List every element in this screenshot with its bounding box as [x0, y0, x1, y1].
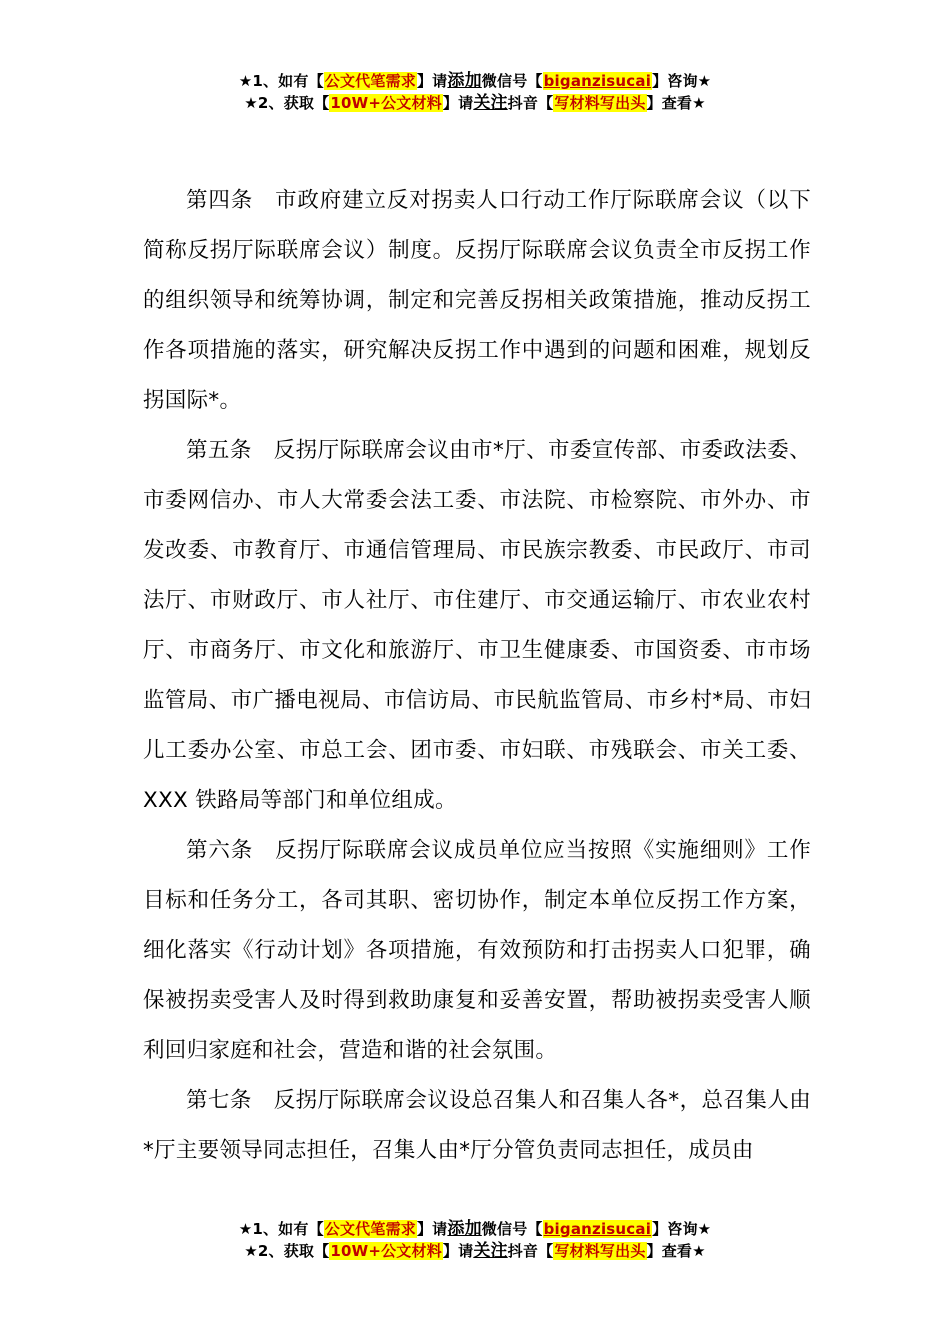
article-4	[143, 176, 811, 426]
bottom-banner	[0, 1218, 950, 1262]
article-5	[143, 426, 811, 826]
highlight-materials: 10W+公文材料	[330, 1242, 442, 1260]
article-label: 第五条	[186, 438, 252, 463]
highlight-douyin: 写材料写出头	[554, 1242, 646, 1260]
highlight-douyin: 写材料写出头	[554, 94, 646, 112]
highlight-materials: 10W+公文材料	[330, 94, 442, 112]
article-6	[143, 826, 811, 1076]
highlight-service: 公文代笔需求	[324, 72, 416, 90]
article-label: 第六条	[186, 838, 254, 863]
article-text: 反拐厅际联席会议设总召集人和召集人各*，总召集人由*厅主要领导同志担任，召集人由*厅分管负责同志担任，成员由	[143, 1088, 811, 1163]
top-banner	[0, 70, 950, 114]
highlight-service: 公文代笔需求	[324, 1220, 416, 1238]
wechat-id-link[interactable]: biganzisucai	[543, 72, 652, 90]
banner-line-2: ★2、获取【10W+公文材料】请关注抖音【写材料写出头】查看★	[244, 1241, 706, 1261]
document-body	[143, 176, 811, 1176]
article-7	[143, 1076, 811, 1176]
banner-line-1: ★1、如有【公文代笔需求】请添加微信号【biganzisucai】咨询★	[238, 71, 712, 91]
article-text: 市政府建立反对拐卖人口行动工作厅际联席会议（以下简称反拐厅际联席会议）制度。反拐厅际联席会议负责全市反拐工作的组织领导和统筹协调，制定和完善反拐相关政策措施，推动反拐工作各项措施的落实，研究解决反拐工作中遇到的问题和困难，规划反拐国际*。	[143, 188, 811, 413]
banner-line-1: ★1、如有【公文代笔需求】请添加微信号【biganzisucai】咨询★	[238, 1219, 712, 1239]
article-label: 第七条	[186, 1088, 252, 1113]
article-label: 第四条	[186, 188, 254, 213]
wechat-id-link[interactable]: biganzisucai	[543, 1220, 652, 1238]
article-text: 反拐厅际联席会议由市*厅、市委宣传部、市委政法委、市委网信办、市人大常委会法工委、市法院、市检察院、市外办、市发改委、市教育厅、市通信管理局、市民族宗教委、市民政厅、市司法厅、市财政厅、市人社厅、市住建厅、市交通运输厅、市农业农村厅、市商务厅、市文化和旅游厅、市卫生健康委、市国资委、市市场监管局、市广播电视局、市信访局、市民航监管局、市乡村*局、市妇儿工委办公室、市总工会、团市委、市妇联、市残联会、市关工委、XXX 铁路局等部门和单位组成。	[143, 438, 811, 813]
article-text: 反拐厅际联席会议成员单位应当按照《实施细则》工作目标和任务分工，各司其职、密切协作，制定本单位反拐工作方案，细化落实《行动计划》各项措施，有效预防和打击拐卖人口犯罪，确保被拐卖受害人及时得到救助康复和妥善安置，帮助被拐卖受害人顺利回归家庭和社会，营造和谐的社会氛围。	[143, 838, 811, 1063]
banner-line-2: ★2、获取【10W+公文材料】请关注抖音【写材料写出头】查看★	[244, 93, 706, 113]
